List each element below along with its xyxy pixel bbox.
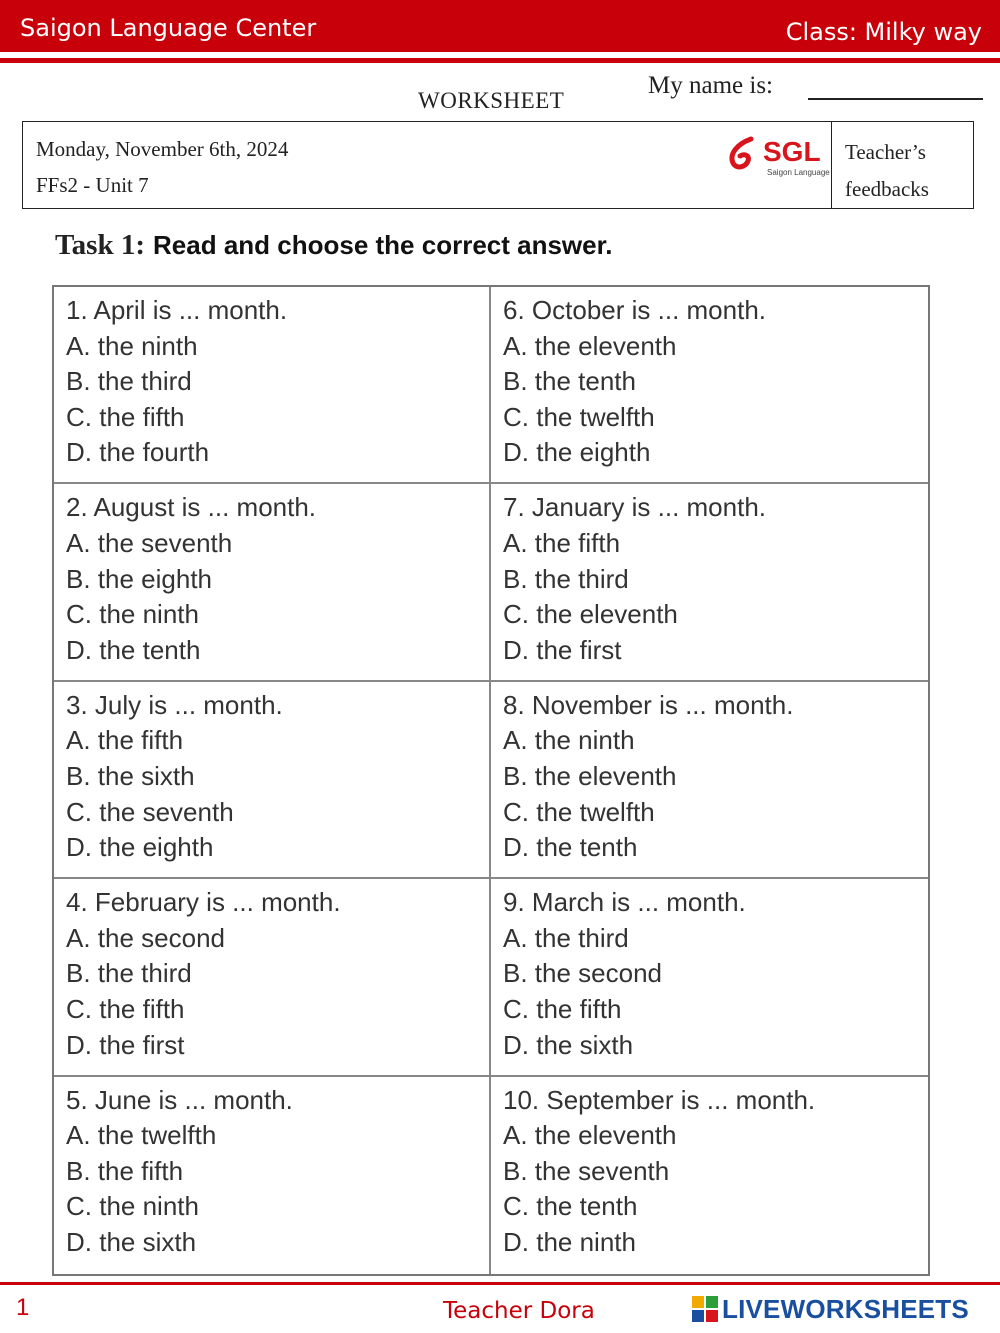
liveworksheets-squares-icon [692,1296,718,1322]
option-b[interactable]: B. the seventh [503,1155,670,1186]
option-b[interactable]: B. the third [66,958,192,989]
question-cell [491,287,928,484]
option-c[interactable]: C. the fifth [66,401,185,432]
school-name: Saigon Language Center [20,14,317,42]
info-box [22,121,974,209]
option-b[interactable]: B. the second [503,958,662,989]
option-b[interactable]: B. the third [66,366,192,397]
option-a[interactable]: A. the ninth [503,725,635,756]
question-cell [54,1077,491,1274]
question-text: 3. July is ... month. [66,689,283,720]
option-b[interactable]: B. the fifth [66,1155,184,1186]
info-divider [831,122,832,208]
header-divider [0,58,1000,63]
question-cell [54,484,491,681]
option-b[interactable]: B. the eighth [66,563,212,594]
unit-text: FFs2 - Unit 7 [36,173,149,197]
option-d[interactable]: D. the sixth [66,1226,197,1257]
option-c[interactable]: C. the ninth [66,1191,199,1222]
option-d[interactable]: D. the sixth [503,1029,634,1060]
class-name: Class: Milky way [785,18,982,46]
page-number: 1 [16,1294,30,1321]
option-c[interactable]: C. the ninth [66,599,199,630]
header-bar [0,0,1000,52]
option-a[interactable]: A. the eleventh [503,1120,677,1151]
question-text: 5. June is ... month. [66,1084,293,1115]
option-d[interactable]: D. the tenth [66,634,201,665]
name-label: My name is: [648,72,773,99]
questions-table [52,285,930,1276]
option-c[interactable]: C. the twelfth [503,401,655,432]
option-a[interactable]: A. the twelfth [66,1120,217,1151]
date-text: Monday, November 6th, 2024 [36,137,289,161]
footer-divider [0,1282,1000,1285]
task-heading [55,229,613,262]
option-a[interactable]: A. the seventh [66,527,233,558]
option-c[interactable]: C. the twelfth [503,796,655,827]
feedback-line-1: Teacher’s [845,140,926,164]
worksheet-title: WORKSHEET [418,88,565,113]
option-b[interactable]: B. the tenth [503,366,636,397]
option-c[interactable]: C. the fifth [66,993,185,1024]
question-text: 10. September is ... month. [503,1084,816,1115]
question-cell [491,682,928,879]
option-b[interactable]: B. the eleventh [503,760,677,791]
option-c[interactable]: C. the tenth [503,1191,638,1222]
teacher-name: Teacher Dora [443,1298,595,1324]
option-b[interactable]: B. the sixth [66,760,195,791]
name-input-line[interactable] [808,98,983,100]
option-c[interactable]: C. the eleventh [503,599,678,630]
task-instruction: Read and choose the correct answer. [153,230,613,260]
task-label: Task 1: [55,229,146,261]
option-d[interactable]: D. the first [66,1029,185,1060]
option-d[interactable]: D. the first [503,634,622,665]
option-d[interactable]: D. the eighth [66,832,214,863]
question-cell [491,1077,928,1274]
question-text: 9. March is ... month. [503,887,746,918]
option-d[interactable]: D. the ninth [503,1226,636,1257]
liveworksheets-text: LIVEWORKSHEETS [722,1293,969,1324]
option-a[interactable]: A. the eleventh [503,330,677,361]
teacher-feedback-label [845,134,929,208]
question-text: 6. October is ... month. [503,295,766,325]
logo-subtext: Saigon Language [767,168,830,177]
question-text: 8. November is ... month. [503,689,794,720]
question-cell [54,879,491,1076]
option-d[interactable]: D. the tenth [503,832,638,863]
option-a[interactable]: A. the ninth [66,330,198,361]
option-c[interactable]: C. the fifth [503,993,622,1024]
question-cell [491,879,928,1076]
option-a[interactable]: A. the third [503,922,629,953]
question-cell [54,287,491,484]
logo-text: SGL [763,136,821,167]
option-b[interactable]: B. the third [503,563,629,594]
option-d[interactable]: D. the fourth [66,437,210,468]
option-d[interactable]: D. the eighth [503,437,651,468]
sgl-logo [723,134,831,180]
liveworksheets-logo[interactable] [692,1294,969,1324]
option-a[interactable]: A. the second [66,922,225,953]
feedback-line-2: feedbacks [845,177,929,201]
option-a[interactable]: A. the fifth [66,725,184,756]
option-c[interactable]: C. the seventh [66,796,234,827]
option-a[interactable]: A. the fifth [503,527,621,558]
question-cell [54,682,491,879]
question-text: 1. April is ... month. [66,295,288,325]
swoosh-icon [723,136,763,174]
question-text: 4. February is ... month. [66,887,341,918]
question-cell [491,484,928,681]
question-text: 7. January is ... month. [503,492,767,523]
question-text: 2. August is ... month. [66,492,317,523]
